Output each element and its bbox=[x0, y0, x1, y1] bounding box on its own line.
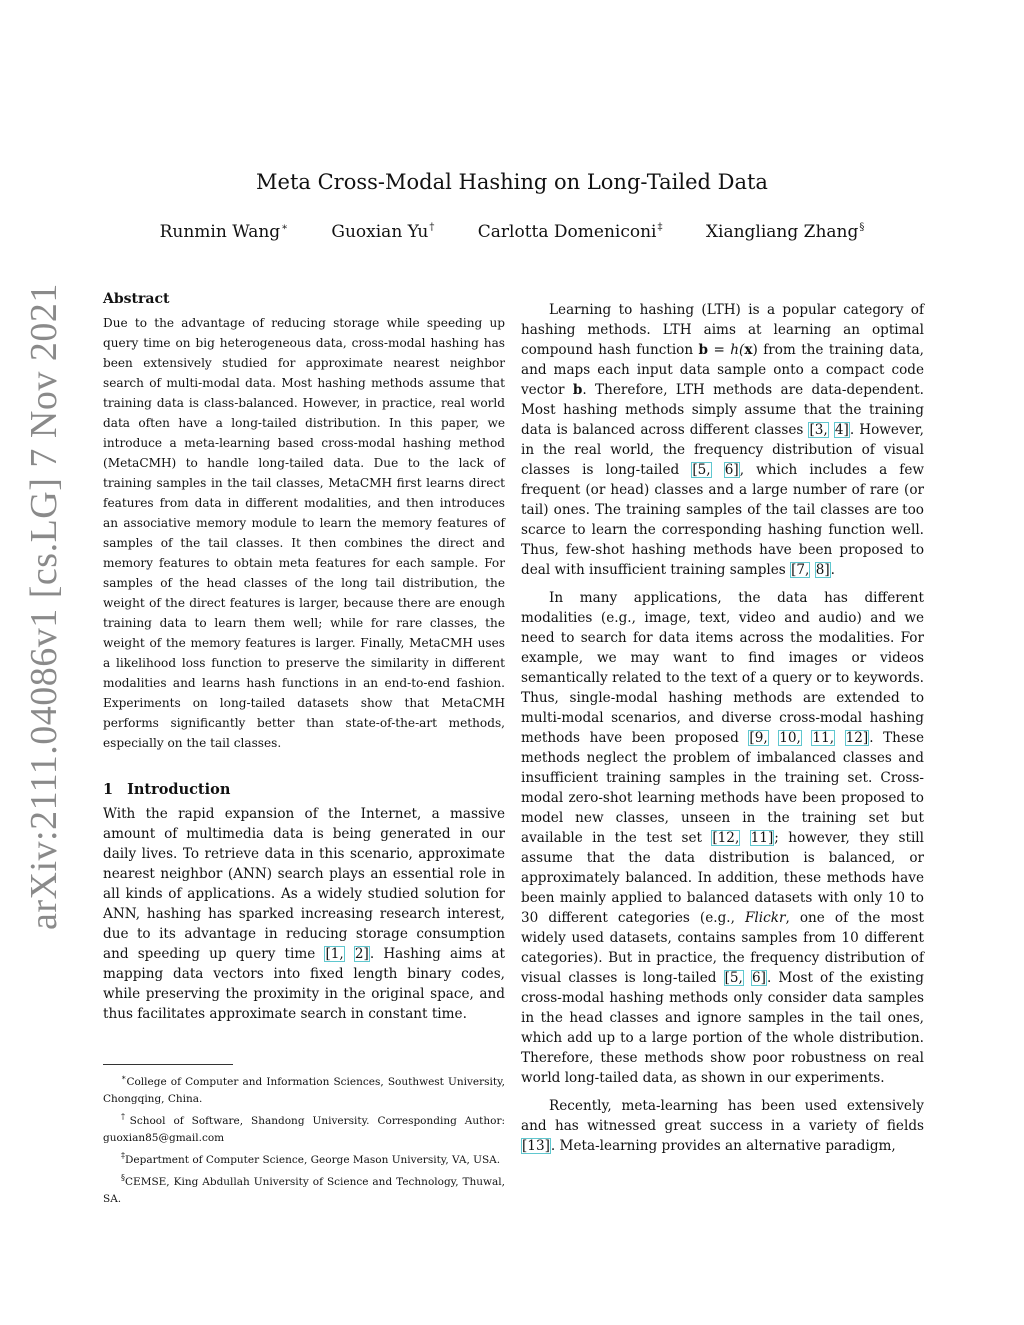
citation-link[interactable]: [1, bbox=[325, 946, 344, 962]
citation-link[interactable]: [5, bbox=[692, 462, 711, 478]
author-3: Carlotta Domeniconi‡ bbox=[477, 222, 663, 242]
citation-link[interactable]: 6] bbox=[724, 462, 739, 478]
citation-link[interactable]: 12] bbox=[845, 730, 869, 746]
citation-link[interactable]: [12, bbox=[712, 830, 740, 846]
right-column bbox=[521, 289, 924, 1156]
citation-link[interactable]: 6] bbox=[751, 970, 766, 986]
citation-link[interactable]: 4] bbox=[834, 422, 849, 438]
section-title: Introduction bbox=[127, 781, 231, 798]
footnote-1: ∗College of Computer and Information Sciences, Southwest University, Chongqing, China. bbox=[103, 1073, 505, 1105]
footnote-divider bbox=[103, 1064, 233, 1065]
citation-link[interactable]: [13] bbox=[522, 1138, 550, 1154]
section-heading-introduction bbox=[103, 780, 505, 800]
citation-link[interactable]: [9, bbox=[749, 730, 768, 746]
citation-link[interactable]: 10, bbox=[779, 730, 801, 746]
arxiv-identifier: arXiv:2111.04086v1 [cs.LG] 7 Nov 2021 bbox=[23, 283, 65, 930]
footnote-2: †School of Software, Shandong University. Corresponding Author: guoxian85@gmail.com bbox=[103, 1112, 506, 1144]
author-2: Guoxian Yu† bbox=[331, 222, 435, 242]
author-list bbox=[0, 222, 1024, 242]
intro-paragraph-2: Learning to hashing (LTH) is a popular category of hashing methods. LTH aims at learning an optimal compound hash function b = h(x) from the training data, and maps each input data sample onto a compact code vector b. Therefore, LTH methods are data-dependent. Most hashing methods simply assume that the training data is balanced across different classes [3, 4]. However, in the real world, the frequency distribution of visual classes is long-tailed [5, 6], which includes a few frequent (or head) classes and a large number of rare (or tail) ones. The training samples of the tail classes are too scarce to learn the corresponding hashing function well. Thus, few-shot hashing methods have been proposed to deal with insufficient training samples [7, 8]. bbox=[521, 302, 925, 578]
author-4: Xiangliang Zhang§ bbox=[705, 222, 865, 242]
citation-link[interactable]: 8] bbox=[815, 562, 830, 578]
abstract-heading: Abstract bbox=[103, 291, 170, 307]
intro-paragraph-4: Recently, meta-learning has been used extensively and has witnessed great success in a variety of fields [13]. Meta-learning provides an alternative paradigm, bbox=[521, 1098, 924, 1154]
intro-paragraph-3: In many applications, the data has different modalities (e.g., image, text, video and audio) and we need to search for data items across the modalities. For example, we may want to find images or videos semantically related to the text of a query or to keywords. Thus, single-modal hashing methods are extended to multi-modal scenarios, and diverse cross-modal hashing methods have been proposed [9, 10, 11, 12]. These methods neglect the problem of imbalanced classes and insufficient training samples in the training set. Cross-modal zero-shot learning methods have been proposed to model new classes, unseen in the training set but available in the test set [12, 11]; however, they still assume that the data distribution is balanced, or approximately balanced. In addition, these methods have been mainly applied to balanced datasets with only 10 to 30 different categories (e.g., Flickr, one of the most widely used datasets, contains samples from 10 different categories). But in practice, the frequency distribution of visual classes is long-tailed [5, 6]. Most of the existing cross-modal hashing methods only consider data samples in the head classes and ignore samples in the tail ones, which add up to a large portion of the whole distribution. Therefore, these methods show poor robustness on real world long-tailed data, as shown in our experiments. bbox=[521, 590, 925, 1086]
citation-link[interactable]: [7, bbox=[791, 562, 810, 578]
citation-link[interactable]: [5, bbox=[724, 970, 743, 986]
abstract-text: Due to the advantage of reducing storage while speeding up query time on big heterogeneous data, cross-modal hashing has been extensively studied for approximate nearest neighbor search of multi-modal data. Most hashing methods assume that training data is class-balanced. However, in practice, real world data often have a long-tailed distribution. In this paper, we introduce a meta-learning based cross-modal hashing method (MetaCMH) to handle long-tailed data. Due to the lack of training samples in the tail classes, MetaCMH first learns direct features from data in different modalities, and then introduces an associative memory module to learn the memory features of samples of the tail classes. It then combines the direct and memory features to obtain meta features for each sample. For samples of the head classes of the long tail distribution, the weight of the direct features is larger, because there are enough training data to learn them well; while for rare classes, the weight of the memory features is larger. Finally, MetaCMH uses a likelihood loss function to preserve the similarity in different modalities and learns hash functions in an end-to-end fashion. Experiments on long-tailed datasets show that MetaCMH performs significantly better than state-of-the-art methods, especially on the tail classes. bbox=[103, 316, 505, 750]
section-number: 1 bbox=[103, 781, 114, 798]
left-column bbox=[103, 289, 505, 1024]
intro-paragraph-1: With the rapid expansion of the Internet, a massive amount of multimedia data is being generated in our daily lives. To retrieve data in this scenario, approximate nearest neighbor (ANN) search plays an essential role in all kinds of applications. As a widely studied solution for ANN, hashing has sparked increasing research interest, due to its advantage in reducing storage consumption and speeding up query time [1, 2]. Hashing aims at mapping data vectors into fixed length binary codes, while preserving the proximity in the original space, and thus facilitates approximate search in constant time. bbox=[103, 806, 506, 1022]
citation-link[interactable]: 11, bbox=[812, 730, 835, 746]
citation-link[interactable]: [3, bbox=[809, 422, 828, 438]
footnotes bbox=[103, 1064, 505, 1208]
citation-link[interactable]: 11] bbox=[750, 830, 774, 846]
author-1: Runmin Wang∗ bbox=[159, 222, 288, 242]
footnote-3: ‡Department of Computer Science, George Mason University, VA, USA. bbox=[121, 1151, 501, 1166]
footnote-4: §CEMSE, King Abdullah University of Science and Technology, Thuwal, SA. bbox=[103, 1173, 505, 1205]
paper-title: Meta Cross-Modal Hashing on Long-Tailed Data bbox=[256, 170, 768, 194]
citation-link[interactable]: 2] bbox=[354, 946, 369, 962]
